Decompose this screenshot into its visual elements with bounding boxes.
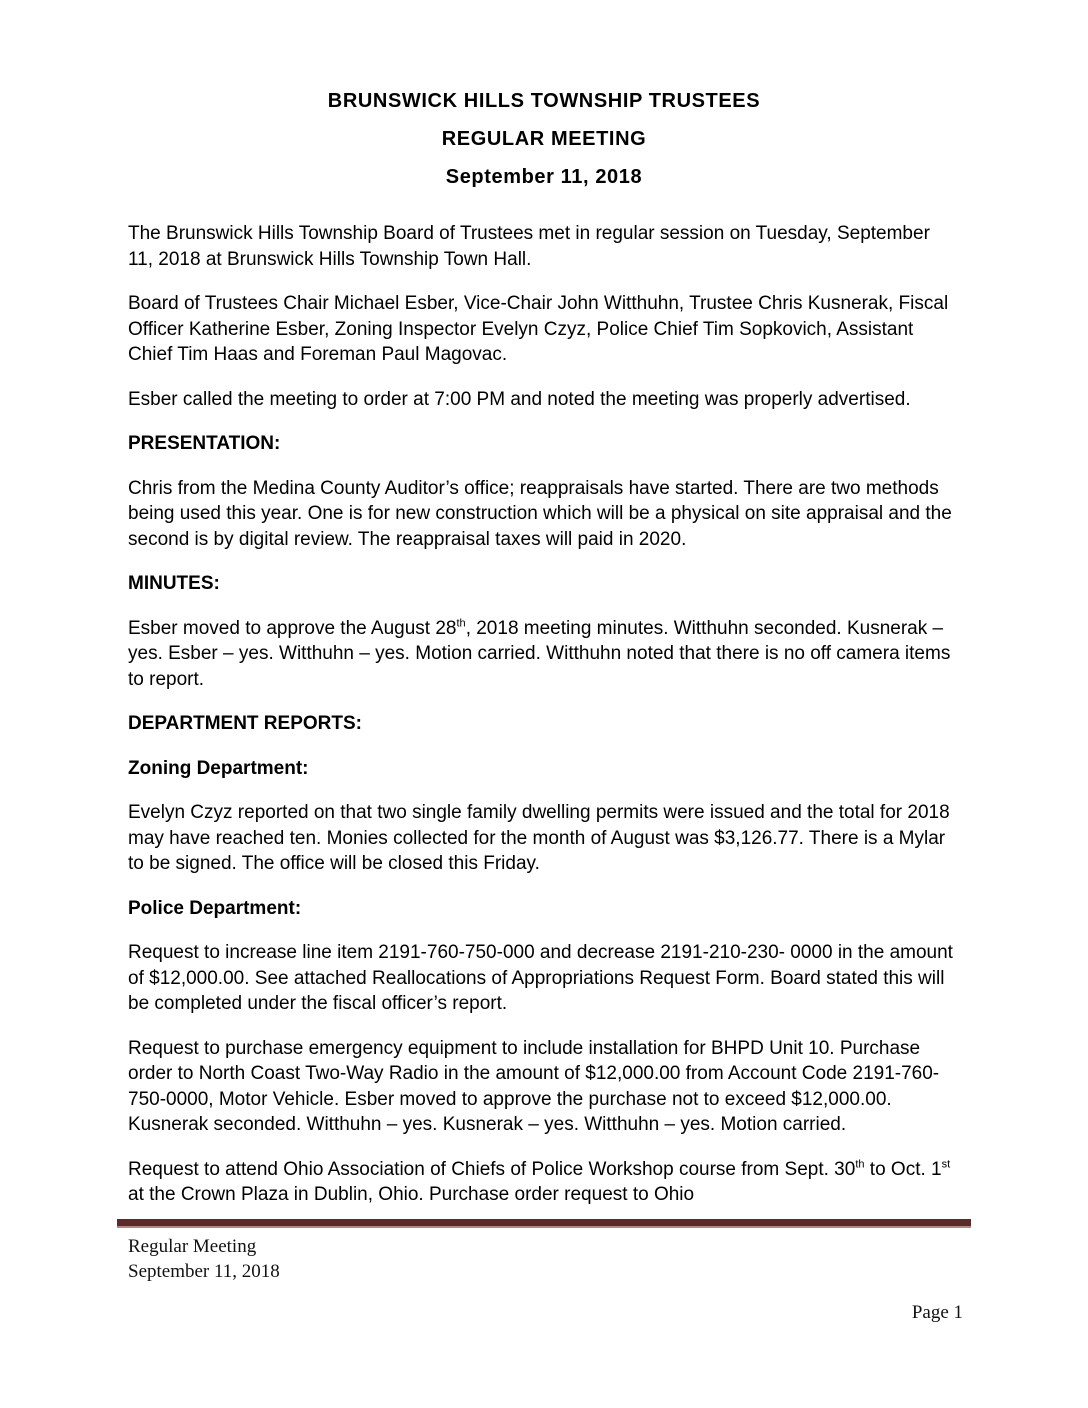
text-run: Chris from the Medina County Auditor’s office; reappraisals have started. There are two methods being used this year. One is for new construction which will be a physical on site appraisal and the second is by digital review. The reappraisal taxes will paid in 2020.: [128, 477, 952, 550]
text-run: Request to increase line item 2191-760-750-000 and decrease 2191-210-230- 0000 in the amount of $12,000.00. See attached Reallocations of Appropriations Request Form. Board stated this will be completed under the fiscal officer’s report.: [128, 942, 953, 1014]
page-footer: [117, 1219, 971, 1325]
paragraph: [128, 387, 960, 413]
paragraph: [128, 1157, 960, 1208]
text-run: Esber called the meeting to order at 7:00 PM and noted the meeting was properly advertised.: [128, 388, 911, 410]
superscript-text: th: [855, 1158, 865, 1171]
footer-doc-date: September 11, 2018: [128, 1261, 280, 1282]
document-title-line-2: REGULAR MEETING: [441, 128, 647, 150]
superscript-text: st: [941, 1158, 951, 1171]
superscript-text: th: [456, 617, 466, 630]
text-run: DEPARTMENT REPORTS:: [128, 713, 362, 734]
text-run: Esber moved to approve the August 28: [128, 617, 457, 639]
text-run: MINUTES:: [128, 573, 220, 594]
text-run: The Brunswick Hills Township Board of Trustees met in regular session on Tuesday, September 11, 2018 at Brunswick Hills Township Town Hall.: [128, 223, 930, 270]
section-heading: [128, 571, 960, 597]
text-run: to Oct. 1: [864, 1158, 942, 1180]
section-heading: [128, 711, 960, 737]
section-heading: [128, 896, 960, 922]
text-run: Request to purchase emergency equipment to include installation for BHPD Unit 10. Purchase order to North Coast Two-Way Radio in the amount of $12,000.00 from Account Code 2191-760-750-0000, Motor Vehicle. Esber moved to approve the purchase not to exceed $12,000.00. Kusnerak seconded. Witthuhn – yes. Kusnerak – yes. Witthuhn – yes. Motion carried.: [128, 1037, 940, 1135]
text-run: Board of Trustees Chair Michael Esber, Vice-Chair John Witthuhn, Trustee Chris Kusnerak, Fiscal Officer Katherine Esber, Zoning Inspector Evelyn Czyz, Police Chief Tim Sopkovich, Assistant Chief Tim Haas and Foreman Paul Magovac.: [128, 293, 949, 365]
text-run: Evelyn Czyz reported on that two single family dwelling permits were issued and the total for 2018 may have reached ten. Monies collected for the month of August was $3,126.77. There is a Mylar to be signed. The office will be closed this Friday.: [128, 802, 950, 874]
footer-page-number: Page 1: [911, 1302, 963, 1323]
footer-doc-name: Regular Meeting: [128, 1236, 257, 1257]
paragraph: [128, 221, 960, 272]
document-header: [0, 0, 1088, 189]
section-heading: [128, 431, 960, 457]
section-heading: [128, 756, 960, 782]
document-title-line-1: BRUNSWICK HILLS TOWNSHIP TRUSTEES: [327, 90, 761, 112]
text-run: Zoning Department:: [128, 757, 309, 779]
text-run: PRESENTATION:: [128, 433, 281, 454]
text-run: at the Crown Plaza in Dublin, Ohio. Purchase order request to Ohio: [128, 1184, 695, 1205]
paragraph: [128, 940, 960, 1017]
text-run: Request to attend Ohio Association of Chiefs of Police Workshop course from Sept. 30: [128, 1158, 856, 1180]
paragraph: [128, 291, 960, 368]
paragraph: [128, 616, 960, 693]
paragraph: [128, 476, 960, 553]
text-run: , 2018 meeting minutes. Witthuhn seconded. Kusnerak – yes. Esber – yes. Witthuhn – yes. Motion carried. Witthuhn noted that there is no off camera items to report.: [128, 617, 951, 690]
footer-rule-thick: [117, 1219, 971, 1226]
text-run: Police Department:: [128, 897, 302, 919]
paragraph: [128, 1036, 960, 1138]
document-body: [0, 221, 1088, 1208]
document-title-line-3: September 11, 2018: [445, 166, 643, 188]
footer-rule-thin: [117, 1226, 971, 1228]
paragraph: [128, 800, 960, 877]
